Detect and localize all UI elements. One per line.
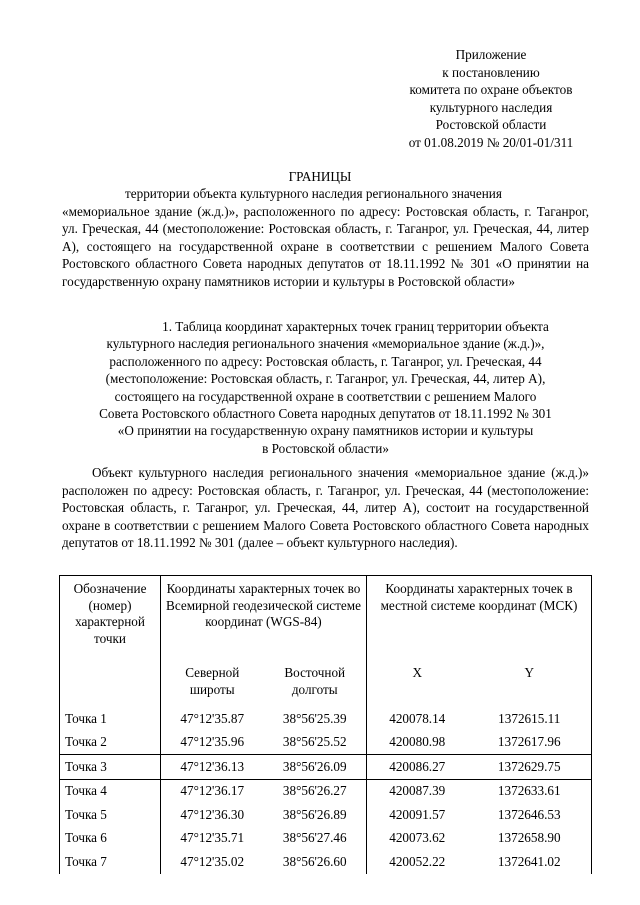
point-x: 420052.22 xyxy=(389,853,446,869)
table-row xyxy=(60,850,592,874)
point-name: Точка 5 xyxy=(60,803,161,827)
point-longitude: 38°56'27.46 xyxy=(264,827,367,851)
appendix-header xyxy=(380,46,602,152)
header-line: к постановлению xyxy=(442,64,540,80)
point-x: 420091.57 xyxy=(389,806,446,822)
coordinates-table xyxy=(59,575,592,874)
section-line: 1. Таблица координат характерных точек границ территории объекта xyxy=(162,319,549,334)
point-x: 420087.39 xyxy=(389,783,446,798)
section-line: состоящего на государственной охране в соответствии с решением Малого xyxy=(114,388,537,404)
point-x: 420080.98 xyxy=(367,731,468,755)
subheader-y: Y xyxy=(468,665,592,707)
header-line: Ростовской области xyxy=(435,117,547,133)
section-line: Совета Ростовского областного Совета народных депутатов от 18.11.1992 № 301 xyxy=(99,406,552,422)
intro-paragraph xyxy=(62,185,589,291)
section-line: расположенного по адресу: Ростовская область, г. Таганрог, ул. Греческая, 44 xyxy=(109,353,542,369)
point-latitude: 47°12'36.13 xyxy=(161,755,264,780)
subheader-east-longitude: Восточной долготы xyxy=(264,665,367,707)
point-latitude: 47°12'36.17 xyxy=(180,783,245,798)
point-latitude: 47°12'35.96 xyxy=(161,731,264,755)
point-name: Точка 2 xyxy=(60,731,161,755)
point-name: Точка 7 xyxy=(60,850,161,874)
point-x: 420086.27 xyxy=(367,755,468,780)
header-line: Приложение xyxy=(455,47,527,62)
table-row xyxy=(60,827,592,851)
point-latitude: 47°12'36.30 xyxy=(180,806,245,822)
point-y: 1372641.02 xyxy=(468,850,592,874)
intro-first-line: территории объекта культурного наследия регионального значения xyxy=(125,186,502,201)
point-name: Точка 1 xyxy=(60,707,161,731)
body-paragraph xyxy=(62,464,589,552)
point-name: Точка 6 xyxy=(60,827,161,851)
point-longitude: 38°56'26.27 xyxy=(264,779,367,803)
point-longitude: 38°56'26.60 xyxy=(264,850,367,874)
subheader-north-latitude: Северной широты xyxy=(185,665,240,697)
point-longitude: 38°56'25.52 xyxy=(264,731,367,755)
header-wgs84: Координаты характерных точек во Всемирной геодезической системе координат (WGS-84) xyxy=(161,576,367,666)
point-latitude: 47°12'35.87 xyxy=(180,710,245,726)
point-y: 1372658.90 xyxy=(468,827,592,851)
section-line: «О принятии на государственную охрану памятников истории и культуры xyxy=(117,423,534,439)
header-designation-cont xyxy=(60,665,161,707)
point-x: 420073.62 xyxy=(389,830,446,845)
table-row xyxy=(60,755,592,780)
table-row xyxy=(60,731,592,755)
point-y: 1372646.53 xyxy=(468,803,592,827)
point-longitude: 38°56'26.89 xyxy=(264,803,367,827)
header-line: комитета по охране объектов xyxy=(409,82,573,98)
point-latitude: 47°12'35.02 xyxy=(180,853,245,869)
point-y: 1372633.61 xyxy=(468,779,592,803)
point-latitude: 47°12'35.71 xyxy=(180,830,245,845)
point-name: Точка 3 xyxy=(60,755,161,780)
subheader-x: X xyxy=(412,665,423,680)
point-name: Точка 4 xyxy=(60,779,161,803)
document-title: ГРАНИЦЫ xyxy=(288,169,352,184)
body-text: Объект культурного наследия регионального значения «мемориальное здание (ж.д.)» расположен по адресу: Ростовская область, г. Таганрог, ул. Греческая, 44 (местоположение: Ростовская область, г. Таганрог, ул. Греческая, 44, литер А), состоит на государственной охране в соответствии с решением Малого Совета Ростовского областного Совета народных депутатов от 18.11.1992 № 301 (далее – объект культурного наследия). xyxy=(62,465,589,550)
table-row xyxy=(60,803,592,827)
section-line: (местоположение: Ростовская область, г. Таганрог, ул. Греческая, 44, литер А), xyxy=(105,371,546,387)
section-line: культурного наследия регионального значения «мемориальное здание (ж.д.)», xyxy=(106,336,545,352)
intro-rest: «мемориальное здание (ж.д.)», расположенного по адресу: Ростовская область, г. Таганрог, ул. Греческая, 44 (местоположение: Ростовская область, г. Таганрог, ул. Греческая, 44, литер А), состоящего на государственной охране в соответствии с решением Малого Совета Ростовского областного Совета народных депутатов от 18.11.1992 № 301 «О принятии на государственную охрану памятников истории и культуры в Ростовской области» xyxy=(62,203,589,289)
header-line: от 01.08.2019 № 20/01-01/311 xyxy=(408,134,574,150)
point-x: 420078.14 xyxy=(389,710,446,726)
table-subheader-row xyxy=(60,665,592,707)
point-longitude: 38°56'25.39 xyxy=(264,707,367,731)
point-y: 1372615.11 xyxy=(468,707,592,731)
table-row xyxy=(60,707,592,731)
section-line: в Ростовской области» xyxy=(262,440,389,456)
section-heading xyxy=(62,318,589,457)
point-longitude: 38°56'26.09 xyxy=(264,755,367,780)
point-y: 1372629.75 xyxy=(468,755,592,780)
point-y: 1372617.96 xyxy=(468,731,592,755)
table-row xyxy=(60,779,592,803)
header-msk: Координаты характерных точек в местной системе координат (МСК) xyxy=(367,576,592,666)
table-header-row xyxy=(60,576,592,666)
header-line: культурного наследия xyxy=(429,99,553,115)
header-designation: Обозначение (номер) характерной точки xyxy=(60,576,161,666)
